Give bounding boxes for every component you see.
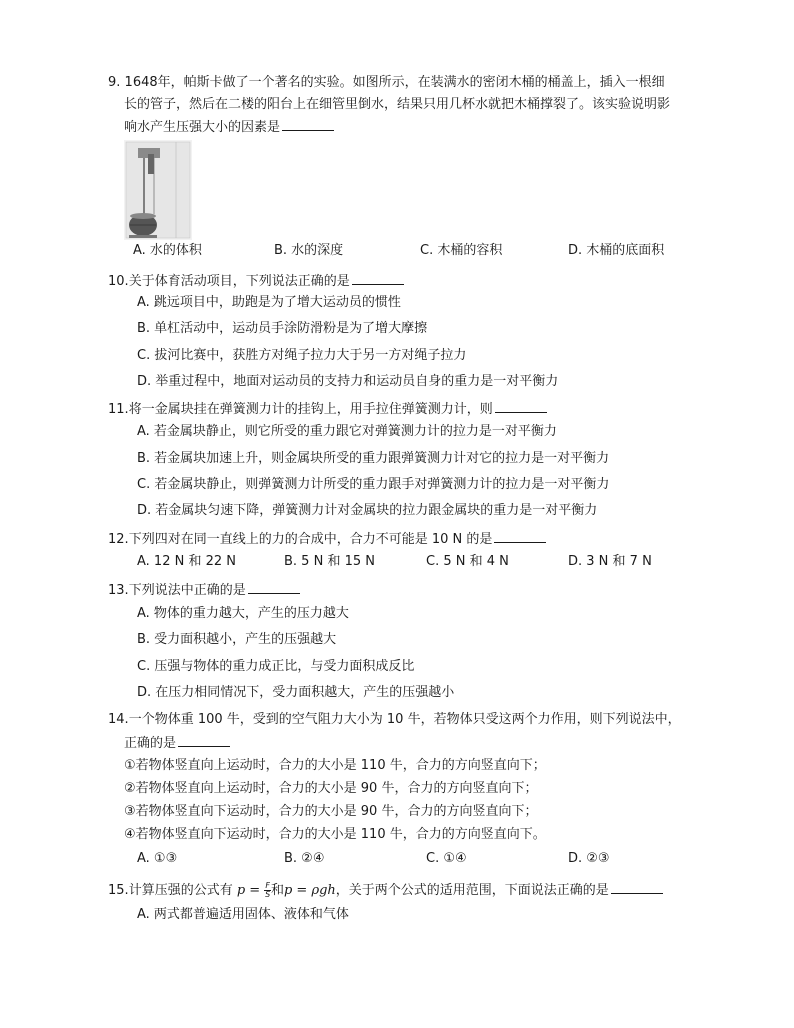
- option-c[interactable]: C. 若金属块静止，则弹簧测力计所受的重力跟手对弹簧测力计的拉力是一对平衡力: [137, 477, 610, 492]
- question-15: [108, 881, 663, 900]
- question-11: [108, 400, 547, 419]
- question-9: [108, 74, 665, 92]
- option-a[interactable]: A. 跳远项目中，助跑是为了增大运动员的惯性: [137, 295, 401, 310]
- question-text: 正确的是: [124, 736, 177, 751]
- option-d[interactable]: D. 举重过程中，地面对运动员的支持力和运动员自身的重力是一对平衡力: [137, 374, 559, 389]
- statement-2: ②若物体竖直向上运动时，合力的大小是 90 牛，合力的方向竖直向下；: [124, 781, 538, 796]
- question-number: 14.: [108, 712, 129, 727]
- option-d[interactable]: D. 在压力相同情况下，受力面积越大，产生的压强越小: [137, 685, 455, 700]
- answer-blank[interactable]: [495, 400, 547, 413]
- option-c[interactable]: C. 5 N 和 4 N: [426, 554, 509, 569]
- statement-4: ④若物体竖直向下运动时，合力的大小是 110 牛，合力的方向竖直向下。: [124, 827, 546, 842]
- question-number: 11.: [108, 402, 129, 417]
- option-d[interactable]: D. 若金属块匀速下降，弹簧测力计对金属块的拉力跟金属块的重力是一对平衡力: [137, 503, 598, 518]
- answer-blank[interactable]: [611, 881, 663, 894]
- question-text: 1648年，帕斯卡做了一个著名的实验。如图所示，在装满水的密闭木桶的桶盖上，插入一根细: [124, 75, 665, 90]
- option-c[interactable]: C. 压强与物体的重力成正比，与受力面积成反比: [137, 659, 415, 674]
- question-number: 13.: [108, 583, 129, 598]
- formula-p-lhs: p =: [236, 883, 261, 898]
- question-text: 一个物体重 100 牛，受到的空气阻力大小为 10 牛，若物体只受这两个力作用，则下列说法中，: [128, 712, 681, 727]
- question-text: 计算压强的公式有: [128, 883, 233, 898]
- option-b[interactable]: B. 单杠活动中，运动员手涂防滑粉是为了增大摩擦: [137, 321, 428, 336]
- option-b[interactable]: B. 受力面积越小，产生的压强越大: [137, 632, 337, 647]
- statement-3: ③若物体竖直向下运动时，合力的大小是 90 牛，合力的方向竖直向下；: [124, 804, 538, 819]
- question-10: [108, 272, 404, 291]
- question-text-last: [124, 118, 334, 137]
- option-a[interactable]: A. 水的体积: [133, 243, 202, 258]
- question-number: 12.: [108, 532, 129, 547]
- answer-blank[interactable]: [178, 734, 230, 747]
- option-c[interactable]: C. ①④: [426, 851, 467, 866]
- question-text: 响水产生压强大小的因素是: [124, 120, 281, 135]
- option-a[interactable]: A. 物体的重力越大，产生的压力越大: [137, 606, 349, 621]
- option-a[interactable]: A. 两式都普遍适用固体、液体和气体: [137, 907, 349, 922]
- statement-1: ①若物体竖直向上运动时，合力的大小是 110 牛，合力的方向竖直向下；: [124, 758, 546, 773]
- answer-blank[interactable]: [352, 272, 404, 285]
- option-b[interactable]: B. ②④: [284, 851, 325, 866]
- answer-blank[interactable]: [248, 581, 300, 594]
- question-text-and: 和: [270, 883, 284, 898]
- option-c[interactable]: C. 拔河比赛中，获胜方对绳子拉力大于另一方对绳子拉力: [137, 348, 467, 363]
- option-b[interactable]: B. 5 N 和 15 N: [284, 554, 375, 569]
- answer-blank[interactable]: [282, 118, 334, 131]
- option-c[interactable]: C. 木桶的容积: [420, 243, 503, 258]
- option-d[interactable]: D. 木桶的底面积: [568, 243, 665, 258]
- question-number: 9.: [108, 75, 121, 90]
- formula-numerator: F: [265, 881, 270, 890]
- formula-fraction: [264, 882, 271, 899]
- question-14: [108, 711, 681, 729]
- option-b[interactable]: B. 水的深度: [274, 243, 344, 258]
- question-number: 15.: [108, 883, 129, 898]
- question-text: 将一金属块挂在弹簧测力计的挂钩上，用手拉住弹簧测力计，则: [128, 402, 493, 417]
- option-a[interactable]: A. 12 N 和 22 N: [137, 554, 236, 569]
- question-text: 长的管子，然后在二楼的阳台上在细管里倒水，结果只用几杯水就把木桶撑裂了。该实验说明影: [124, 97, 671, 112]
- pascal-barrel-figure: [124, 140, 192, 240]
- question-text: 下列说法中正确的是: [128, 583, 246, 598]
- option-b[interactable]: B. 若金属块加速上升，则金属块所受的重力跟弹簧测力计对它的拉力是一对平衡力: [137, 451, 610, 466]
- question-number: 10.: [108, 274, 129, 289]
- formula-pgh: p = ρgh: [283, 883, 336, 898]
- question-text-last: [124, 734, 230, 753]
- option-d[interactable]: D. ②③: [568, 851, 610, 866]
- option-d[interactable]: D. 3 N 和 7 N: [568, 554, 652, 569]
- answer-blank[interactable]: [494, 530, 546, 543]
- formula-denominator: S: [265, 890, 271, 899]
- question-text: 下列四对在同一直线上的力的合成中，合力不可能是 10 N 的是: [128, 532, 493, 547]
- option-a[interactable]: A. 若金属块静止，则它所受的重力跟它对弹簧测力计的拉力是一对平衡力: [137, 424, 557, 439]
- question-text: ，关于两个公式的适用范围，下面说法正确的是: [335, 883, 609, 898]
- question-13: [108, 581, 300, 600]
- option-a[interactable]: A. ①③: [137, 851, 178, 866]
- question-text: 关于体育活动项目，下列说法正确的是: [128, 274, 350, 289]
- question-12: [108, 530, 546, 549]
